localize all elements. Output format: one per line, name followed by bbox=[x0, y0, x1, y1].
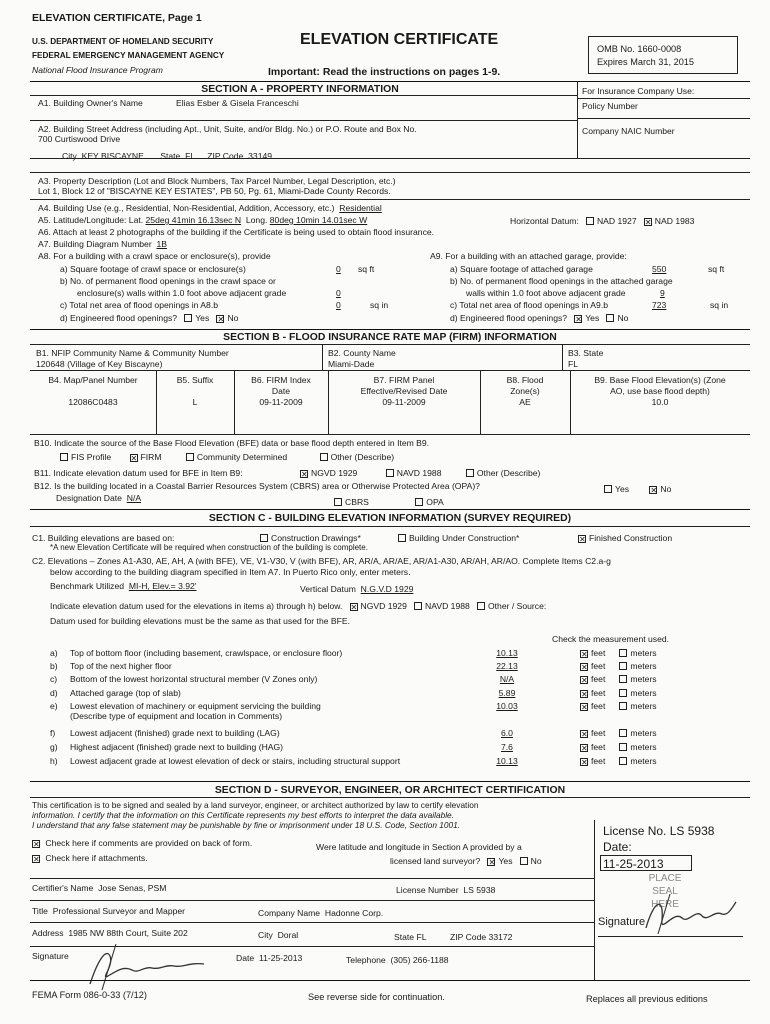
a8d-label: d) Engineered flood openings? bbox=[60, 313, 178, 323]
a8d-row bbox=[60, 313, 238, 323]
meters-checkbox[interactable] bbox=[619, 689, 627, 697]
b10-fis-label: FIS Profile bbox=[71, 452, 112, 462]
b12-yes-checkbox[interactable] bbox=[604, 485, 612, 493]
c1-construction bbox=[260, 533, 361, 543]
elevation-item-value[interactable]: N/A bbox=[499, 674, 515, 684]
elevation-item-value[interactable]: 10.13 bbox=[496, 648, 518, 658]
benchmark-value[interactable]: MI-H, Elev.= 3.92' bbox=[128, 581, 197, 591]
c-other-checkbox[interactable] bbox=[477, 602, 485, 610]
b12-no-label: No bbox=[660, 484, 672, 494]
b9-label-1: B9. Base Flood Elevation(s) (Zone bbox=[594, 375, 726, 385]
b8-label-2: Zone(s) bbox=[510, 386, 540, 396]
elevation-item-letter: e) bbox=[50, 701, 58, 711]
comments-checkbox[interactable]: ✕ bbox=[33, 840, 40, 849]
elevation-item-unit bbox=[580, 648, 657, 658]
latlong-no-checkbox[interactable] bbox=[520, 857, 528, 865]
certifier-name-value[interactable]: Jose Senas, PSM bbox=[98, 883, 167, 893]
footer-form-number: FEMA Form 086-0-33 (7/12) bbox=[32, 990, 147, 1000]
a1-label: A1. Building Owner's Name bbox=[38, 98, 143, 108]
b2-value[interactable]: Miami-Dade bbox=[328, 359, 375, 369]
b10-firm-label: FIRM bbox=[140, 452, 162, 462]
elevation-item-label: Highest adjacent (finished) grade next to building (HAG) bbox=[70, 742, 284, 752]
feet-label: feet bbox=[591, 688, 606, 698]
b10-community-label: Community Determined bbox=[196, 452, 288, 462]
a1-value[interactable]: Elias Esber & Gisela Franceschi bbox=[176, 98, 299, 108]
cbrs-label: CBRS bbox=[345, 497, 369, 507]
a4-value[interactable]: Residential bbox=[339, 203, 382, 213]
indicate-label: Indicate elevation datum used for the elevations in items a) through h) below. bbox=[50, 601, 343, 611]
b1-value[interactable]: 120648 (Village of Key Biscayne) bbox=[36, 359, 163, 369]
b4-label: B4. Map/Panel Number bbox=[48, 375, 138, 385]
a9d-no-label: No bbox=[617, 313, 629, 323]
feet-checkbox[interactable]: ✕ bbox=[581, 730, 588, 739]
omb-expires: Expires March 31, 2015 bbox=[597, 57, 695, 67]
program-name: National Flood Insurance Program bbox=[32, 65, 163, 75]
form-page-title: ELEVATION CERTIFICATE, Page 1 bbox=[32, 12, 202, 24]
c1-finished-label: Finished Construction bbox=[589, 533, 673, 543]
meters-label: meters bbox=[630, 756, 657, 766]
a5-long-value[interactable]: 80deg 10min 14.01sec W bbox=[269, 215, 368, 225]
a8d-yes-checkbox[interactable] bbox=[184, 314, 192, 322]
seal-signature-image bbox=[640, 890, 740, 940]
c1-construction-checkbox[interactable] bbox=[260, 534, 268, 542]
signature-label: Signature bbox=[32, 951, 69, 961]
a6-text: A6. Attach at least 2 photographs of the building if the Certificate is being used to obtain flood insurance. bbox=[38, 227, 435, 237]
form-title: ELEVATION CERTIFICATE bbox=[300, 31, 499, 48]
a8a-label: a) Square footage of crawl space or enclosure(s) bbox=[60, 264, 246, 274]
elevation-item-letter: a) bbox=[50, 648, 58, 658]
title-row bbox=[32, 906, 185, 916]
date-value[interactable]: 11-25-2013 bbox=[603, 857, 664, 871]
c1-under bbox=[398, 533, 519, 543]
company-row bbox=[258, 908, 383, 918]
elevation-item-label: Lowest adjacent grade at lowest elevation of deck or stairs, including structural support bbox=[70, 756, 401, 766]
a4-row bbox=[38, 203, 382, 213]
elevation-item-unit bbox=[580, 661, 657, 671]
c-ngvd-label: NGVD 1929 bbox=[360, 601, 407, 611]
vertical-datum-label: Vertical Datum bbox=[300, 584, 356, 594]
c-ngvd-checkbox[interactable]: ✕ bbox=[350, 603, 358, 612]
d-date-value[interactable]: 11-25-2013 bbox=[258, 953, 303, 963]
naic-label[interactable]: Company NAIC Number bbox=[582, 126, 675, 136]
b9-value[interactable]: 10.0 bbox=[651, 397, 669, 407]
a3-value[interactable]: Lot 1, Block 12 of "BISCAYNE KEY ESTATES", PB 50, Pg. 61, Miami-Dade County Records. bbox=[38, 186, 391, 196]
latlong-q2-label: licensed land surveyor? bbox=[390, 856, 481, 866]
b10-firm-checkbox[interactable]: ✕ bbox=[130, 454, 138, 463]
phone-label: Telephone bbox=[346, 955, 386, 965]
meters-label: meters bbox=[630, 674, 657, 684]
d-city-label: City bbox=[258, 930, 273, 940]
agency-name: FEDERAL EMERGENCY MANAGEMENT AGENCY bbox=[32, 51, 225, 60]
elevation-item-label: Top of the next higher floor bbox=[70, 661, 172, 671]
c-other-label: Other / Source: bbox=[487, 601, 547, 611]
elevation-item-letter: g) bbox=[50, 742, 58, 752]
c1-under-label: Building Under Construction* bbox=[409, 533, 520, 543]
a8-label: A8. For a building with a crawl space or enclosure(s), provide bbox=[38, 251, 271, 261]
opa-checkbox[interactable] bbox=[415, 498, 423, 506]
horizontal-datum bbox=[510, 216, 694, 226]
a8a-unit: sq ft bbox=[358, 264, 375, 274]
elevation-item-unit bbox=[580, 742, 657, 752]
a9b-value[interactable]: 9 bbox=[660, 288, 665, 298]
elevation-item-letter: c) bbox=[50, 674, 58, 684]
feet-checkbox[interactable]: ✕ bbox=[581, 650, 588, 659]
elevation-item-unit bbox=[580, 674, 657, 684]
important-note: Important: Read the instructions on pages 1-9. bbox=[268, 66, 501, 78]
b12-label: B12. Is the building located in a Coastal Barrier Resources System (CBRS) area or Otherwise Protected Area (OPA)? bbox=[34, 481, 480, 491]
elevation-item-value[interactable]: 22.13 bbox=[496, 661, 518, 671]
license-number-stamp: License No. LS 5938 bbox=[603, 824, 715, 838]
state-label: State bbox=[160, 151, 181, 161]
a8c-unit: sq in bbox=[370, 300, 389, 310]
a4-label: A4. Building Use (e.g., Residential, Non-Residential, Addition, Accessory, etc.) bbox=[38, 203, 335, 213]
a8d-yes-label: Yes bbox=[195, 313, 210, 323]
meters-checkbox[interactable] bbox=[619, 743, 627, 751]
city-row bbox=[62, 151, 272, 161]
comments-label: Check here if comments are provided on back of form. bbox=[45, 838, 253, 848]
policy-number-label[interactable]: Policy Number bbox=[582, 101, 638, 111]
meters-checkbox[interactable] bbox=[619, 757, 627, 765]
a7-row bbox=[38, 239, 167, 249]
feet-label: feet bbox=[591, 674, 606, 684]
latlong-no-label: No bbox=[530, 856, 542, 866]
elevation-item-unit bbox=[580, 701, 657, 711]
a9a-value[interactable]: 550 bbox=[652, 264, 667, 274]
footer-continuation: See reverse side for continuation. bbox=[308, 992, 445, 1002]
elevation-item-label: Lowest adjacent (finished) grade next to building (LAG) bbox=[70, 728, 280, 738]
meters-checkbox[interactable] bbox=[619, 675, 627, 683]
feet-checkbox[interactable]: ✕ bbox=[581, 703, 588, 712]
b11-navd-label: NAVD 1988 bbox=[396, 468, 442, 478]
elevation-item-unit bbox=[580, 688, 657, 698]
c1-finished bbox=[578, 533, 672, 543]
a8d-no-label: No bbox=[227, 313, 239, 323]
benchmark-row bbox=[50, 581, 196, 591]
meters-label: meters bbox=[630, 688, 657, 698]
meters-label: meters bbox=[630, 742, 657, 752]
designation-value[interactable]: N/A bbox=[126, 493, 142, 503]
feet-checkbox[interactable]: ✕ bbox=[581, 676, 588, 685]
footer-replaces: Replaces all previous editions bbox=[586, 994, 708, 1004]
elevation-item-value[interactable]: 6.0 bbox=[501, 728, 513, 738]
feet-label: feet bbox=[591, 742, 606, 752]
c1-construction-label: Construction Drawings* bbox=[271, 533, 361, 543]
nad1983-label: NAD 1983 bbox=[654, 216, 695, 226]
feet-checkbox[interactable]: ✕ bbox=[581, 758, 588, 767]
license-label: License Number bbox=[396, 885, 459, 895]
address-value[interactable]: 1985 NW 88th Court, Suite 202 bbox=[68, 928, 188, 938]
elevation-item-value[interactable]: 5.89 bbox=[498, 688, 516, 698]
d-state-value[interactable]: FL bbox=[416, 932, 427, 942]
feet-label: feet bbox=[591, 728, 606, 738]
insurance-use-label: For Insurance Company Use: bbox=[582, 86, 695, 96]
date-label: Date: bbox=[603, 840, 632, 854]
title-label: Title bbox=[32, 906, 48, 916]
elevation-item-label: Lowest elevation of machinery or equipment servicing the building bbox=[70, 701, 321, 711]
b11-other-checkbox[interactable] bbox=[466, 469, 474, 477]
designation-row bbox=[56, 493, 141, 503]
elevation-item-label: Attached garage (top of slab) bbox=[70, 688, 181, 698]
meters-checkbox[interactable] bbox=[619, 649, 627, 657]
a9d-row bbox=[450, 313, 628, 323]
elevation-item-unit bbox=[580, 756, 657, 766]
b6-label-1: B6. FIRM Index bbox=[251, 375, 311, 385]
b4-value[interactable]: 12086C0483 bbox=[68, 397, 118, 407]
b6-label-2: Date bbox=[271, 386, 291, 396]
datum-label: Horizontal Datum: bbox=[510, 216, 579, 226]
b7-value[interactable]: 09-11-2009 bbox=[382, 397, 426, 407]
license-row bbox=[396, 885, 495, 895]
b5-value[interactable]: L bbox=[192, 397, 198, 407]
omb-box bbox=[588, 36, 738, 74]
a8b-label-2: enclosure(s) walls within 1.0 foot above adjacent grade bbox=[77, 288, 287, 298]
seal-seal: SEAL bbox=[652, 886, 678, 897]
a8b-value[interactable]: 0 bbox=[336, 288, 341, 298]
d-date-label: Date bbox=[236, 953, 255, 963]
a9a-label: a) Square footage of attached garage bbox=[450, 264, 593, 274]
phone-value[interactable]: (305) 266-1188 bbox=[390, 955, 449, 965]
b10-label: B10. Indicate the source of the Base Flood Elevation (BFE) data or base flood depth entered in Item B9. bbox=[34, 438, 430, 448]
b10-community-checkbox[interactable] bbox=[186, 453, 194, 461]
meters-checkbox[interactable] bbox=[619, 702, 627, 710]
d-city-value[interactable]: Doral bbox=[277, 930, 299, 940]
d-state-label: State bbox=[394, 932, 415, 942]
c2-line-1: C2. Elevations – Zones A1-A30, AE, AH, A (with BFE), VE, V1-V30, V (with BFE), AR, AR/A, AR/AE, AR/A1-A30, AR/AH, AR/AO. Complete Items C2.a-g bbox=[32, 556, 611, 566]
datum-same-note: Datum used for building elevations must be the same as that used for the BFE. bbox=[50, 616, 350, 626]
state-value[interactable]: FL bbox=[185, 151, 195, 161]
a8c-value[interactable]: 0 bbox=[336, 300, 341, 310]
elevation-item-letter: h) bbox=[50, 756, 58, 766]
meters-checkbox[interactable] bbox=[619, 662, 627, 670]
b1-label: B1. NFIP Community Name & Community Number bbox=[36, 348, 229, 358]
latlong-yes-label: Yes bbox=[498, 856, 513, 866]
a9d-yes-label: Yes bbox=[585, 313, 600, 323]
c2-line-2: below according to the building diagram specified in Item A7. In Puerto Rico only, enter meters. bbox=[50, 567, 411, 577]
a8b-label-1: b) No. of permanent flood openings in the crawl space or bbox=[60, 276, 276, 286]
nad1983-checkbox[interactable]: ✕ bbox=[644, 218, 652, 227]
b3-value[interactable]: FL bbox=[568, 359, 579, 369]
address-label: Address bbox=[32, 928, 64, 938]
b12-options bbox=[604, 484, 671, 494]
vertical-datum-value[interactable]: N.G.V.D 1929 bbox=[360, 584, 414, 594]
b10-other-label: Other (Describe) bbox=[330, 452, 395, 462]
b10-fis-checkbox[interactable] bbox=[60, 453, 68, 461]
a9b-label-1: b) No. of permanent flood openings in the attached garage bbox=[450, 276, 673, 286]
b12-no-checkbox[interactable]: ✕ bbox=[650, 486, 658, 495]
company-label: Company Name bbox=[258, 908, 321, 918]
certifier-name-row bbox=[32, 883, 166, 893]
b10-options bbox=[60, 452, 394, 462]
date-box bbox=[600, 855, 692, 871]
b11-ngvd-checkbox[interactable]: ✕ bbox=[301, 470, 308, 479]
b8-label-1: B8. Flood bbox=[506, 375, 544, 385]
meters-checkbox[interactable] bbox=[619, 729, 627, 737]
a7-value[interactable]: 1B bbox=[156, 239, 167, 249]
benchmark-label: Benchmark Utilized bbox=[50, 581, 125, 591]
certifier-signature-image bbox=[80, 940, 220, 992]
c1-label: C1. Building elevations are based on: bbox=[32, 533, 175, 543]
elevation-item-label: Bottom of the lowest horizontal structural member (V Zones only) bbox=[70, 674, 318, 684]
d-zip-row bbox=[450, 932, 512, 942]
check-attach bbox=[32, 853, 148, 863]
b12-yes-label: Yes bbox=[615, 484, 630, 494]
feet-label: feet bbox=[591, 701, 606, 711]
a2-value[interactable]: 700 Curtiswood Drive bbox=[38, 134, 121, 144]
c-navd-checkbox[interactable] bbox=[414, 602, 422, 610]
elevation-item-letter: f) bbox=[50, 728, 56, 738]
elevation-item-label-2: (Describe type of equipment and location in Comments) bbox=[70, 711, 283, 721]
a9-label: A9. For a building with an attached garage, provide: bbox=[430, 251, 627, 261]
latlong-question-2 bbox=[390, 856, 542, 866]
company-value[interactable]: Hadonne Corp. bbox=[324, 908, 384, 918]
c1-finished-checkbox[interactable]: ✕ bbox=[579, 535, 586, 544]
cert-para-3: I understand that any false statement may be punishable by fine or imprisonment under 18 U.S. Code, Section 1001. bbox=[32, 820, 461, 830]
feet-label: feet bbox=[591, 661, 606, 671]
a9c-unit: sq in bbox=[710, 300, 729, 310]
address-row bbox=[32, 928, 188, 938]
omb-number: OMB No. 1660-0008 bbox=[597, 44, 682, 54]
meters-label: meters bbox=[630, 648, 657, 658]
a5-label: A5. Latitude/Longitude: Lat. bbox=[38, 215, 144, 225]
nad1927-label: NAD 1927 bbox=[596, 216, 637, 226]
b7-label-1: B7. FIRM Panel bbox=[373, 375, 435, 385]
license-value[interactable]: LS 5938 bbox=[463, 885, 496, 895]
phone-row bbox=[346, 955, 449, 965]
title-value[interactable]: Professional Surveyor and Mapper bbox=[52, 906, 186, 916]
city-label: City bbox=[62, 151, 77, 161]
a9b-label-2: walls within 1.0 foot above adjacent grade bbox=[466, 288, 626, 298]
elevation-item-letter: b) bbox=[50, 661, 58, 671]
feet-label: feet bbox=[591, 648, 606, 658]
a8a-value[interactable]: 0 bbox=[336, 264, 341, 274]
a2-label: A2. Building Street Address (including Apt., Unit, Suite, and/or Bldg. No.) or P.O. Route and Box No. bbox=[38, 124, 417, 134]
feet-checkbox[interactable]: ✕ bbox=[581, 744, 588, 753]
seal-here: HERE bbox=[651, 899, 679, 910]
b2-label: B2. County Name bbox=[328, 348, 396, 358]
a7-label: A7. Building Diagram Number bbox=[38, 239, 152, 249]
elevation-item-unit bbox=[580, 728, 657, 738]
b11-label: B11. Indicate elevation datum used for BFE in Item B9: bbox=[34, 468, 243, 478]
city-value[interactable]: KEY BISCAYNE bbox=[81, 151, 144, 161]
a3-label: A3. Property Description (Lot and Block Numbers, Tax Parcel Number, Legal Description, etc.) bbox=[38, 176, 396, 186]
elevation-item-value[interactable]: 10.13 bbox=[496, 756, 518, 766]
check-measure-label: Check the measurement used. bbox=[552, 634, 670, 644]
designation-label: Designation Date bbox=[56, 493, 122, 503]
feet-checkbox[interactable]: ✕ bbox=[581, 690, 588, 699]
dept-name: U.S. DEPARTMENT OF HOMELAND SECURITY bbox=[32, 37, 214, 46]
d-zip-label: ZIP Code bbox=[450, 932, 487, 942]
b3-label: B3. State bbox=[568, 348, 604, 358]
zip-value[interactable]: 33149 bbox=[248, 151, 273, 161]
d-date-row bbox=[236, 953, 302, 963]
section-c-heading: SECTION C - BUILDING ELEVATION INFORMATION (SURVEY REQUIRED) bbox=[208, 513, 572, 524]
elevation-item-letter: d) bbox=[50, 688, 58, 698]
elevation-item-value[interactable]: 7.6 bbox=[501, 742, 513, 752]
section-a-heading: SECTION A - PROPERTY INFORMATION bbox=[201, 84, 399, 95]
section-b-heading: SECTION B - FLOOD INSURANCE RATE MAP (FIRM) INFORMATION bbox=[223, 332, 557, 343]
seal-signature-label: Signature bbox=[598, 916, 646, 928]
b11-options bbox=[300, 468, 540, 478]
c1-under-checkbox[interactable] bbox=[398, 534, 406, 542]
cbrs-opa-options bbox=[334, 497, 444, 507]
b10-other-checkbox[interactable] bbox=[320, 453, 328, 461]
feet-checkbox[interactable]: ✕ bbox=[581, 663, 588, 672]
d-state-row bbox=[394, 932, 427, 942]
a8c-label: c) Total net area of flood openings in A8.b bbox=[60, 300, 218, 310]
opa-label: OPA bbox=[426, 497, 444, 507]
cbrs-checkbox[interactable] bbox=[334, 498, 342, 506]
a5-long-label: Long. bbox=[245, 215, 268, 225]
attach-checkbox[interactable]: ✕ bbox=[33, 855, 40, 864]
a5-row bbox=[38, 215, 367, 225]
meters-label: meters bbox=[630, 701, 657, 711]
b11-other-label: Other (Describe) bbox=[476, 468, 541, 478]
meters-label: meters bbox=[630, 728, 657, 738]
b9-label-2: AO, use base flood depth) bbox=[610, 386, 710, 396]
b5-label: B5. Suffix bbox=[176, 375, 214, 385]
a9c-label: c) Total net area of flood openings in A9.b bbox=[450, 300, 608, 310]
elevation-item-label: Top of bottom floor (including basement, crawlspace, or enclosure floor) bbox=[70, 648, 343, 658]
indicate-row bbox=[50, 601, 546, 611]
a9a-unit: sq ft bbox=[708, 264, 725, 274]
b11-ngvd-label: NGVD 1929 bbox=[311, 468, 358, 478]
a8d-no-checkbox[interactable]: ✕ bbox=[217, 315, 225, 324]
b8-value[interactable]: AE bbox=[519, 397, 531, 407]
latlong-yes-checkbox[interactable]: ✕ bbox=[488, 858, 496, 867]
a9d-label: d) Engineered flood openings? bbox=[450, 313, 568, 323]
meters-label: meters bbox=[630, 661, 657, 671]
nad1927-checkbox[interactable] bbox=[586, 217, 594, 225]
a9d-yes-checkbox[interactable]: ✕ bbox=[575, 315, 582, 324]
cert-para-2: information. I certify that the information on this Certificate represents my best efforts to interpret the data available. bbox=[32, 810, 454, 820]
b7-label-2: Effective/Revised Date bbox=[360, 386, 448, 396]
zip-label: ZIP Code bbox=[207, 151, 244, 161]
vertical-datum-row bbox=[300, 584, 413, 594]
b6-value[interactable]: 09-11-2009 bbox=[259, 397, 303, 407]
a5-lat-value[interactable]: 25deg 41min 16.13sec N bbox=[145, 215, 242, 225]
a9c-value[interactable]: 723 bbox=[652, 300, 667, 310]
c-navd-label: NAVD 1988 bbox=[425, 601, 470, 611]
d-city-row bbox=[258, 930, 298, 940]
seal-place: PLACE bbox=[648, 873, 682, 884]
a9d-no-checkbox[interactable] bbox=[606, 314, 614, 322]
b11-navd-checkbox[interactable] bbox=[386, 469, 394, 477]
cert-para-1: This certification is to be signed and sealed by a land surveyor, engineer, or architect authorized by law to certify elevation bbox=[32, 800, 479, 810]
latlong-question-1: Were latitude and longitude in Section A provided by a bbox=[316, 842, 522, 852]
section-d-heading: SECTION D - SURVEYOR, ENGINEER, OR ARCHITECT CERTIFICATION bbox=[214, 785, 566, 796]
elevation-item-value[interactable]: 10.03 bbox=[496, 701, 518, 711]
check-comments bbox=[32, 838, 252, 848]
d-zip-value[interactable]: 33172 bbox=[488, 932, 513, 942]
attach-label: Check here if attachments. bbox=[45, 853, 148, 863]
c1-note: *A new Elevation Certificate will be required when construction of the building is complete. bbox=[50, 543, 368, 552]
feet-label: feet bbox=[591, 756, 606, 766]
certifier-name-label: Certifier's Name bbox=[32, 883, 94, 893]
